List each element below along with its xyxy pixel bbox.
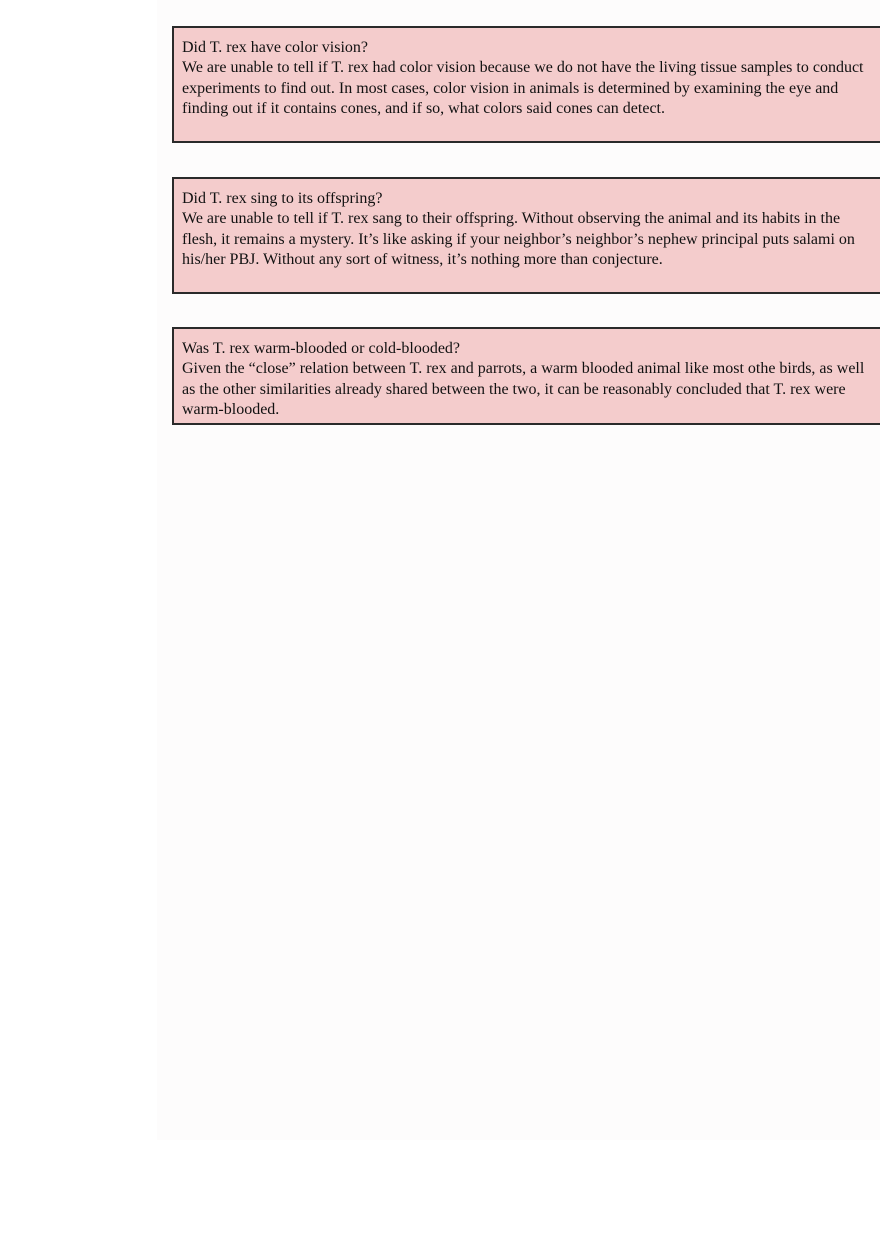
faq-box-sing-offspring [172,177,880,294]
faq-answer: We are unable to tell if T. rex sang to their offspring. Without observing the animal and its habits in the flesh, it remains a mystery. It’s like asking if your neighbor’s neighbor’s nephew principal puts salami on his/her PBJ. Without any sort of witness, it’s nothing more than conjecture. [182,210,855,268]
faq-question: Was T. rex warm-blooded or cold-blooded? [182,340,461,357]
faq-answer: Given the “close” relation between T. rex and parrots, a warm blooded animal like most othe birds, as well as the other similarities already shared between the two, it can be reasonably concluded that T. rex were warm-blooded. [182,360,865,418]
faq-question: Did T. rex sing to its offspring? [182,190,383,207]
faq-question: Did T. rex have color vision? [182,39,369,56]
faq-box-warm-blooded [172,327,880,425]
page-background [157,0,880,1140]
faq-answer: We are unable to tell if T. rex had color vision because we do not have the living tissue samples to conduct experiments to find out. In most cases, color vision in animals is determined by examining the eye and finding out if it contains cones, and if so, what colors said cones can detect. [182,59,864,117]
faq-box-color-vision [172,26,880,143]
